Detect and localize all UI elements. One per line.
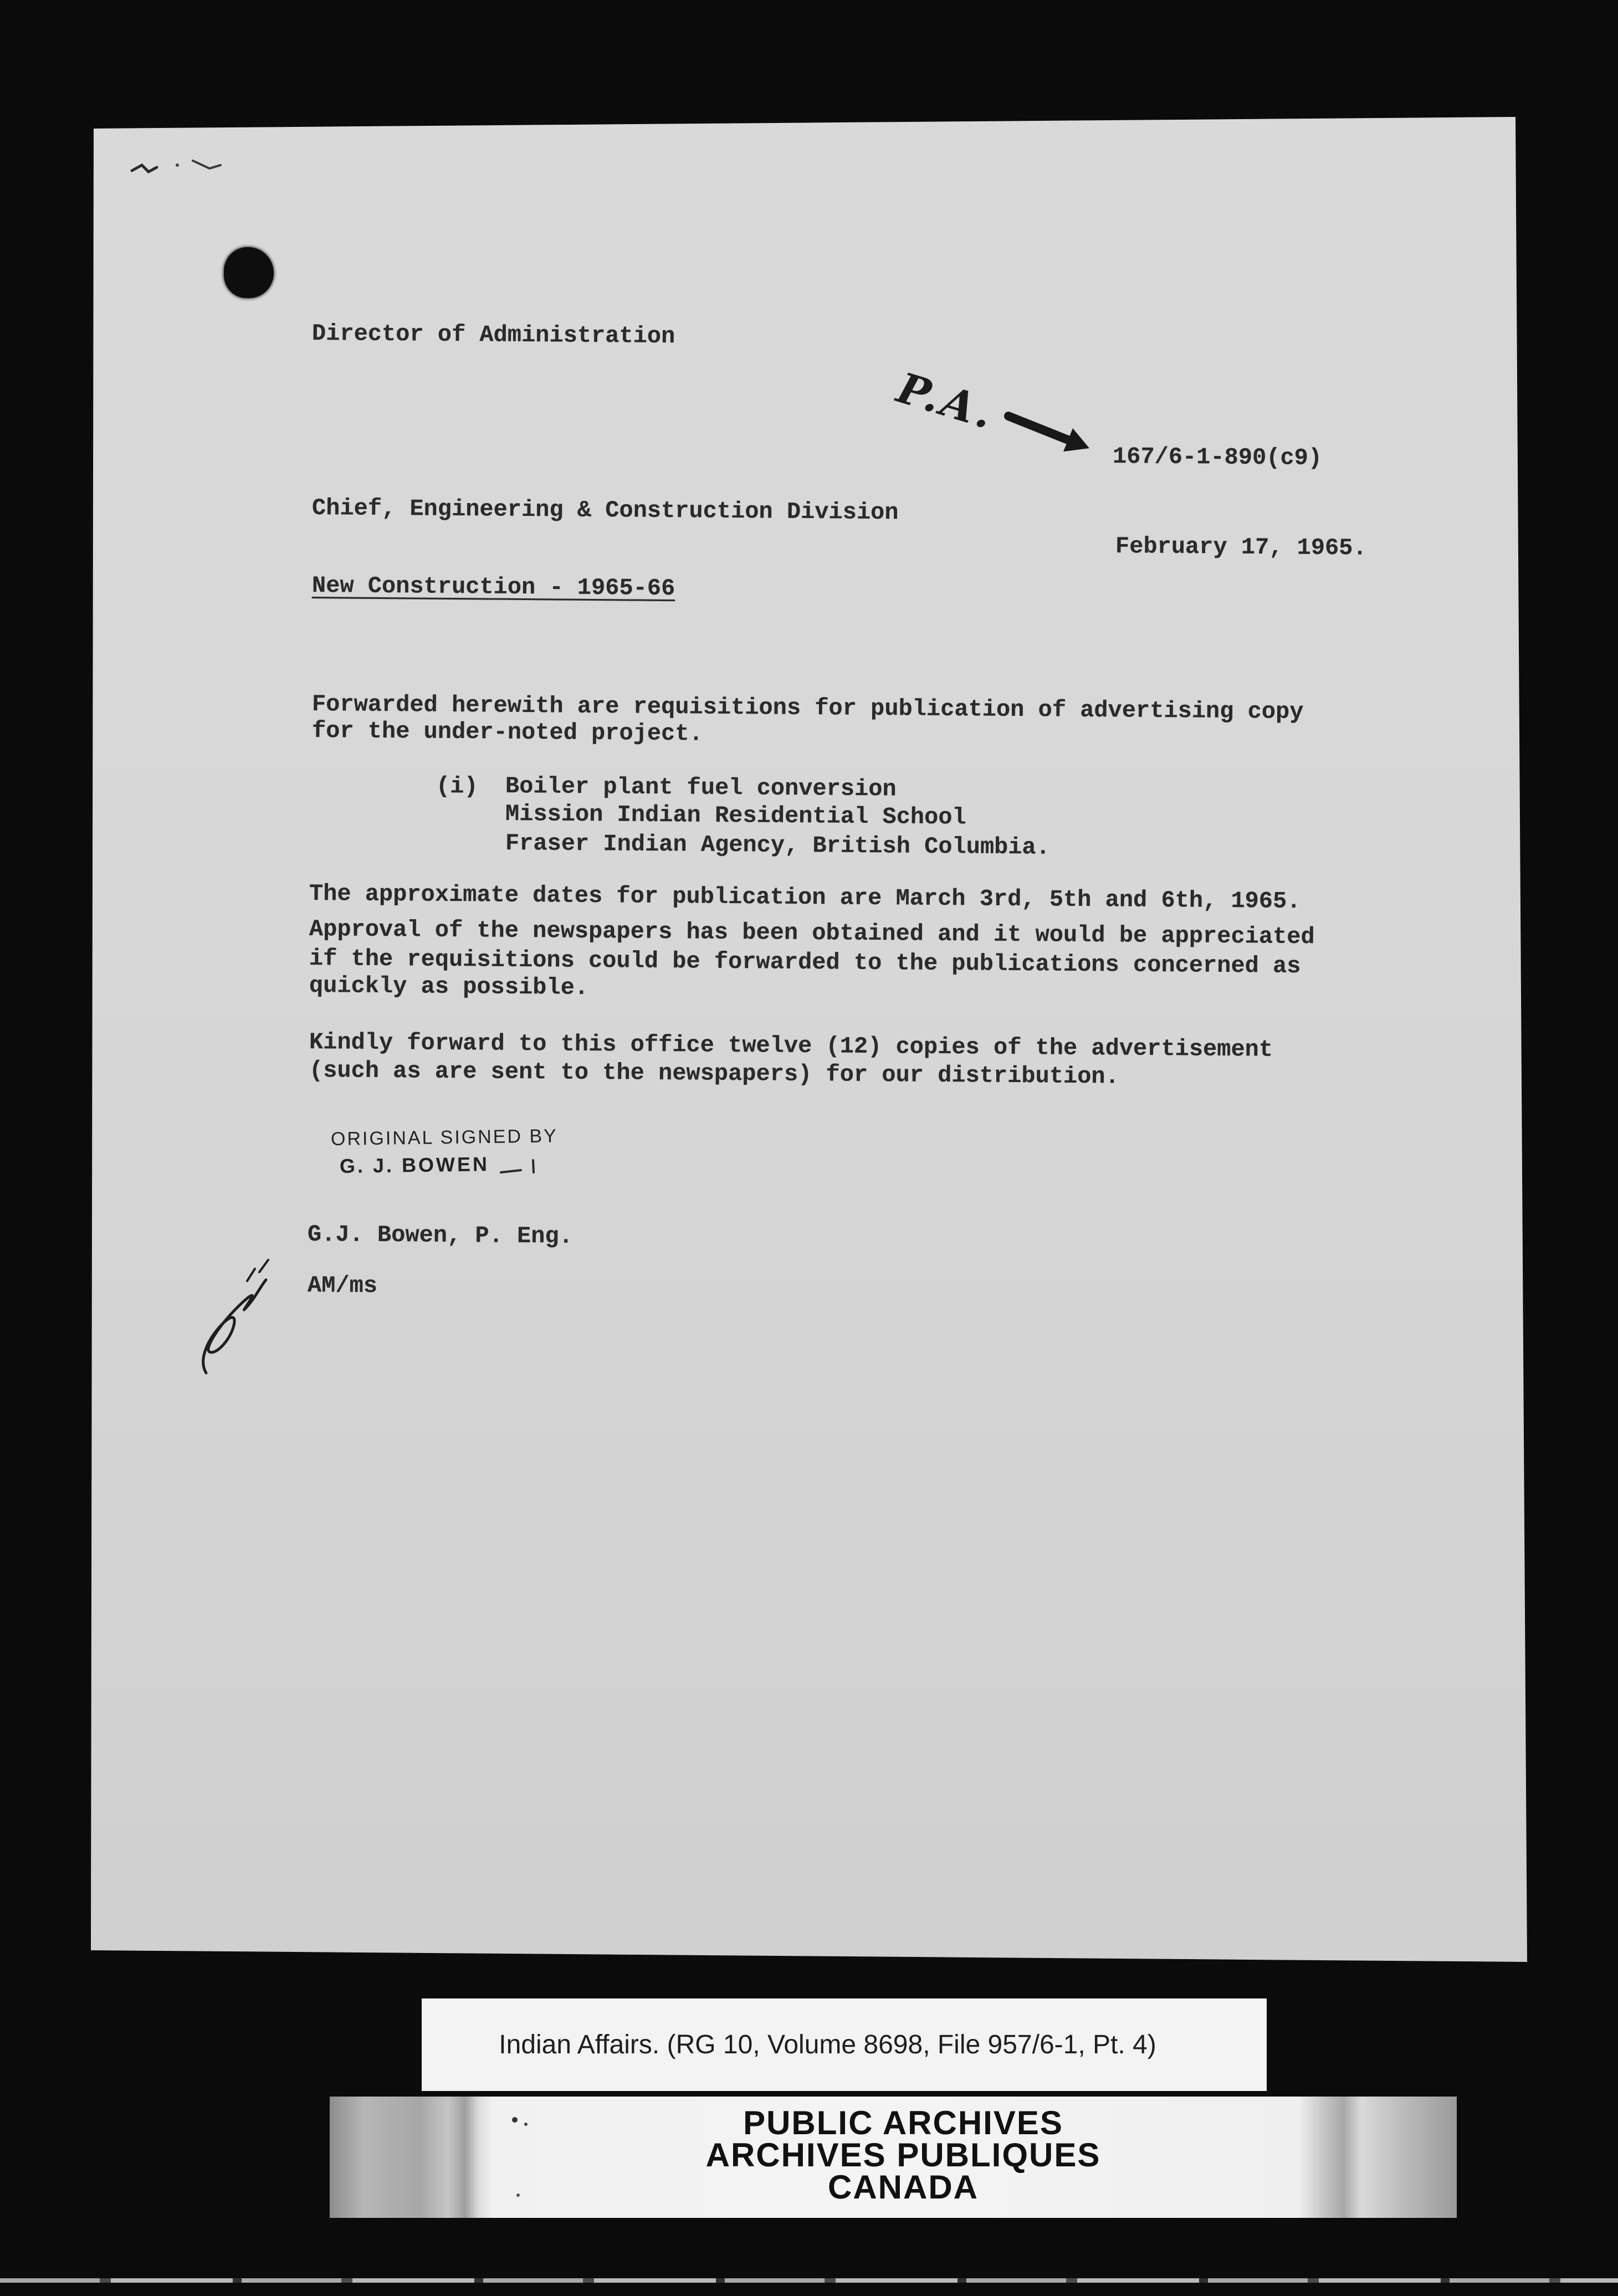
- archive-stamp-line-3: CANADA: [828, 2169, 979, 2206]
- request-line-1: Kindly forward to this office twelve (12) copies of the advertisement: [309, 1029, 1273, 1063]
- stamp-smudge-mark: [499, 1156, 543, 1178]
- archive-stamp-line-2: ARCHIVES PUBLIQUES: [705, 2136, 1101, 2174]
- publication-line-3: if the requisitions could be forwarded to the publications concerned as: [309, 945, 1301, 980]
- project-line-3: Fraser Indian Agency, British Columbia.: [505, 830, 1051, 861]
- file-number: 167/6-1-890(c9): [1112, 443, 1323, 472]
- film-edge: [0, 2278, 1618, 2283]
- archive-stamp-text: [654, 2104, 1153, 2206]
- intro-line-2: for the under-noted project.: [311, 718, 703, 747]
- archive-citation-label: [422, 1998, 1267, 2091]
- publication-line-4: quickly as possible.: [309, 972, 589, 1001]
- project-item-number: (i): [436, 773, 478, 800]
- handwritten-initials: [194, 1247, 277, 1380]
- intro-line-1: Forwarded herewith are requisitions for publication of advertising copy: [311, 691, 1304, 726]
- archive-stamp-line-1: PUBLIC ARCHIVES: [743, 2104, 1063, 2141]
- archive-citation-text: Indian Affairs. (RG 10, Volume 8698, File 957/6-1, Pt. 4): [499, 2030, 1156, 2059]
- publication-line-2: Approval of the newspapers has been obtained and it would be appreciated: [309, 916, 1315, 951]
- memo-date: February 17, 1965.: [1115, 533, 1367, 562]
- handwritten-annotation: P.A.: [892, 362, 1002, 439]
- reference-initials: AM/ms: [307, 1272, 378, 1299]
- arrow-icon: [997, 402, 1103, 463]
- request-line-2: (such as are sent to the newspapers) for our distribution.: [309, 1057, 1119, 1090]
- archive-stamp-strip: [330, 2097, 1457, 2218]
- subject-line: New Construction - 1965-66: [311, 572, 675, 602]
- publication-line-1: The approximate dates for publication are March 3rd, 5th and 6th, 1965.: [309, 880, 1301, 915]
- signature-stamp-line-1: ORIGINAL SIGNED BY: [330, 1125, 559, 1150]
- recipient-line: Director of Administration: [311, 320, 675, 350]
- signatory-line: G.J. Bowen, P. Eng.: [307, 1221, 574, 1250]
- hole-punch: [224, 247, 274, 298]
- project-line-2: Mission Indian Residential School: [505, 801, 966, 831]
- signature-stamp-line-2: G. J. BOWEN: [339, 1152, 490, 1177]
- corner-tear-mark: [126, 148, 226, 182]
- strip-specks: [507, 2108, 551, 2207]
- sender-line: Chief, Engineering & Construction Division: [311, 495, 899, 526]
- project-line-1: Boiler plant fuel conversion: [505, 773, 897, 803]
